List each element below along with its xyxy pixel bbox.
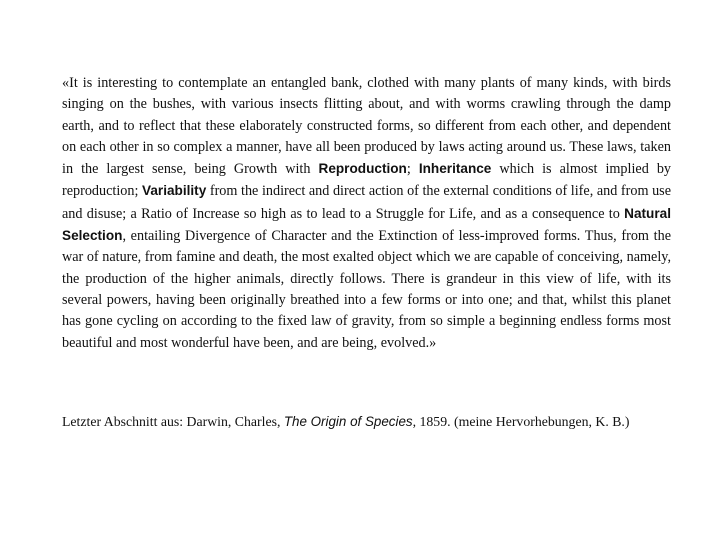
quote-text-part-1: «It is interesting to contemplate an entangled bank, clothed with many plants of many kinds, with birds singing on the bushes, with various insects flitting about, and with worms crawling through the damp earth, and to reflect that these elaborately constructed forms, so different from each other, and dependent on each other in so complex a manner, have all been produced by laws acting around us. These laws, taken in the largest sense, being Growth with bbox=[62, 75, 671, 178]
emphasis-natural-selection: Natural Selection bbox=[62, 205, 671, 244]
book-title: The Origin of Species bbox=[283, 414, 413, 429]
quote-text-part-5: , entailing Divergence of Character and the Extinction of less-improved forms. Thus, from the war of nature, from famine and death, the most exalted object which we are capable of conceiving, namely, the production of the higher animals, directly follows. There is grandeur in this view of life, with its several powers, having been originally breathed into a few forms or into one; and that, whilst this planet has gone cycling on according to the fixed law of gravity, from so simple a beginning endless forms most beautiful and most wonderful have been, and are being, evolved.» bbox=[62, 228, 671, 351]
citation-suffix: , 1859. (meine Hervorhebungen, K. B.) bbox=[412, 414, 630, 429]
emphasis-inheritance: Inheritance bbox=[418, 161, 492, 177]
quote-text-part-3: which is almost implied by reproduction; bbox=[62, 161, 672, 200]
darwin-quote-paragraph bbox=[62, 73, 671, 354]
emphasis-variability: Variability bbox=[142, 183, 207, 199]
citation-prefix: Letzter Abschnitt aus: Darwin, Charles, bbox=[62, 414, 284, 429]
quote-text-part-2: ; bbox=[406, 161, 419, 178]
quote-text-part-4: from the indirect and direct action of the external conditions of life, and from use and disuse; a Ratio of Increase so high as to lead to a Struggle for Life, and as a consequence to bbox=[62, 183, 671, 222]
source-citation bbox=[62, 412, 682, 432]
emphasis-reproduction: Reproduction bbox=[318, 161, 407, 177]
